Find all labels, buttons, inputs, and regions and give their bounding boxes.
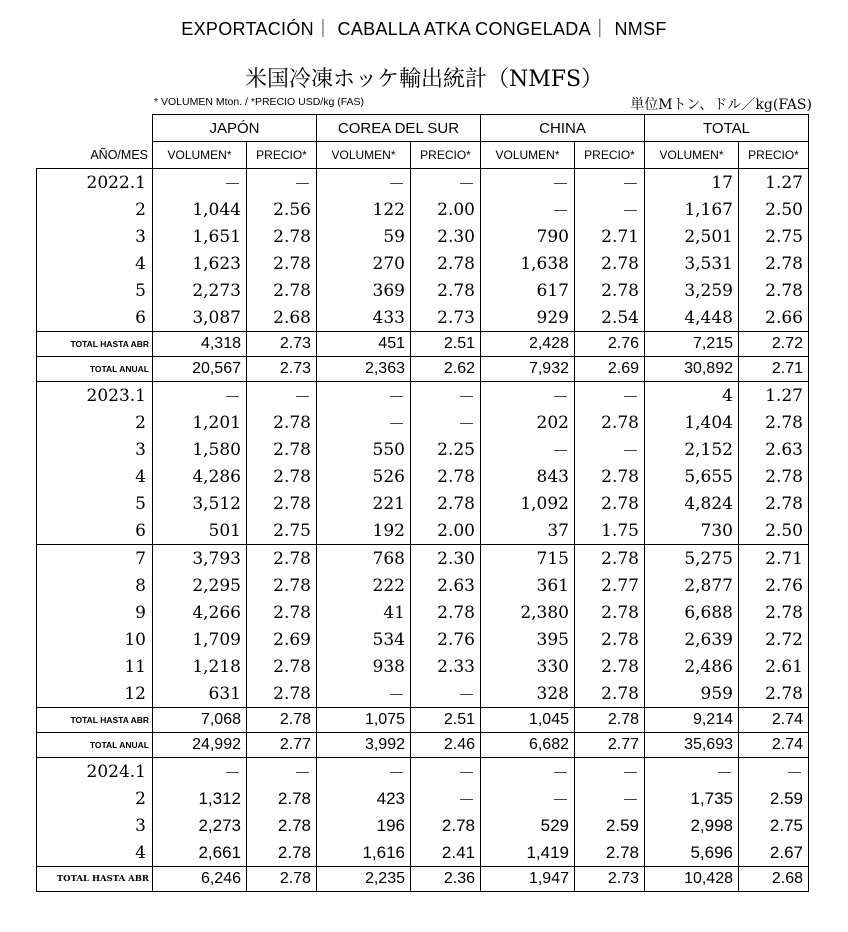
price-cell: 2.30 [411,223,481,250]
price-cell: 2.78 [411,812,481,839]
row-label: 4 [37,463,153,490]
volume-cell: 451 [317,332,411,357]
volume-cell: 5,655 [645,463,739,490]
price-cell: 2.78 [739,680,809,708]
table-row [37,785,809,812]
price-cell: 2.75 [247,517,317,545]
price-cell: 2.77 [247,733,317,758]
row-label: TOTAL HASTA ABR [37,867,153,892]
volume-cell: 631 [153,680,247,708]
row-label: 3 [37,436,153,463]
table-row [37,572,809,599]
volume-cell: 1,419 [481,839,575,867]
volume-cell: 1,167 [645,196,739,223]
price-cell: 2.41 [411,839,481,867]
volume-cell: 1,404 [645,409,739,436]
row-label: 5 [37,277,153,304]
price-cell: － [575,196,645,223]
row-label: 2 [37,409,153,436]
price-cell: 2.62 [411,357,481,382]
row-label: 10 [37,626,153,653]
table-row [37,332,809,357]
volume-cell: － [153,169,247,197]
price-cell: 2.68 [247,304,317,332]
volume-cell: 730 [645,517,739,545]
table-row [37,196,809,223]
price-header: PRECIO* [411,142,481,169]
volume-cell: 2,661 [153,839,247,867]
corner-cell [37,115,153,142]
price-cell: 2.78 [247,708,317,733]
price-cell: 2.73 [247,357,317,382]
volume-cell: 6,246 [153,867,247,892]
price-cell: 2.50 [739,196,809,223]
table-row [37,812,809,839]
volume-cell: 2,380 [481,599,575,626]
country-header-korea: COREA DEL SUR [317,115,481,142]
price-cell: － [411,680,481,708]
table-row [37,653,809,680]
volume-cell: 2,639 [645,626,739,653]
volume-cell: 1,044 [153,196,247,223]
price-cell: 2.76 [739,572,809,599]
japanese-title: 米国冷凍ホッケ輸出統計（NMFS） [244,67,604,92]
volume-header: VOLUMEN* [317,142,411,169]
price-cell: － [575,758,645,786]
row-label: TOTAL HASTA ABR [37,332,153,357]
volume-cell: 1,616 [317,839,411,867]
volume-cell: 10,428 [645,867,739,892]
volume-cell: 1,638 [481,250,575,277]
price-cell: 2.78 [247,277,317,304]
volume-cell: － [317,382,411,410]
row-label: 11 [37,653,153,680]
volume-cell: 221 [317,490,411,517]
volume-cell: － [481,785,575,812]
volume-cell: 5,275 [645,545,739,573]
price-cell: 2.76 [575,332,645,357]
price-cell: 2.78 [411,250,481,277]
volume-cell: 3,531 [645,250,739,277]
price-cell: 2.78 [739,250,809,277]
price-cell: 2.78 [575,409,645,436]
volume-cell: 17 [645,169,739,197]
volume-cell: 361 [481,572,575,599]
price-cell: 2.50 [739,517,809,545]
volume-cell: 526 [317,463,411,490]
row-label: 4 [37,250,153,277]
volume-cell: 768 [317,545,411,573]
price-cell: 2.71 [739,357,809,382]
volume-cell: 192 [317,517,411,545]
price-cell: 2.78 [247,653,317,680]
table-row [37,490,809,517]
price-cell: 2.73 [247,332,317,357]
price-cell: 2.63 [411,572,481,599]
row-label: 2022.1 [37,169,153,197]
price-cell: 1.75 [575,517,645,545]
page-header: EXPORTACIÓN｜ CABALLA ATKA CONGELADA｜ NMSF [181,19,667,39]
price-cell: 2.30 [411,545,481,573]
price-cell: 2.78 [575,680,645,708]
row-label: 2 [37,785,153,812]
volume-cell: 3,259 [645,277,739,304]
price-cell: 2.78 [575,653,645,680]
volume-cell: － [317,680,411,708]
volume-cell: 1,709 [153,626,247,653]
price-cell: 2.59 [739,785,809,812]
units-note-left: * VOLUMEN Mton. / *PRECIO USD/kg (FAS) [154,96,365,108]
volume-cell: 4,824 [645,490,739,517]
volume-cell: 202 [481,409,575,436]
volume-cell: 433 [317,304,411,332]
volume-header: VOLUMEN* [153,142,247,169]
table-row [37,599,809,626]
price-cell: 2.78 [247,572,317,599]
price-cell: 2.25 [411,436,481,463]
volume-cell: 3,087 [153,304,247,332]
price-cell: 2.66 [739,304,809,332]
price-cell: 2.78 [739,463,809,490]
volume-cell: 2,295 [153,572,247,599]
row-label: TOTAL ANUAL [37,733,153,758]
table-row [37,517,809,545]
table-row [37,436,809,463]
volume-cell: 4,448 [645,304,739,332]
volume-cell: 2,235 [317,867,411,892]
country-header-total: TOTAL [645,115,809,142]
row-label: 2024.1 [37,758,153,786]
row-label: 2 [37,196,153,223]
price-cell: 2.78 [247,409,317,436]
volume-cell: 122 [317,196,411,223]
price-header: PRECIO* [575,142,645,169]
volume-cell: 20,567 [153,357,247,382]
row-label: TOTAL ANUAL [37,357,153,382]
volume-cell: － [153,758,247,786]
table-body [37,169,809,892]
price-cell: 2.73 [575,867,645,892]
price-cell: 2.78 [247,867,317,892]
price-cell: 2.78 [247,599,317,626]
volume-cell: 4,318 [153,332,247,357]
volume-cell: 30,892 [645,357,739,382]
price-cell: 2.77 [575,733,645,758]
volume-cell: 196 [317,812,411,839]
price-cell: 2.72 [739,626,809,653]
row-label: 5 [37,490,153,517]
table-row [37,839,809,867]
volume-cell: 2,877 [645,572,739,599]
price-cell: 2.63 [739,436,809,463]
price-cell: 2.51 [411,332,481,357]
year-month-header: AÑO/MES [37,142,153,169]
volume-cell: 59 [317,223,411,250]
volume-cell: － [481,382,575,410]
price-cell: 2.78 [411,463,481,490]
price-cell: 2.54 [575,304,645,332]
volume-cell: 7,068 [153,708,247,733]
volume-cell: 2,273 [153,277,247,304]
price-cell: 2.71 [739,545,809,573]
row-label: 12 [37,680,153,708]
volume-cell: 2,998 [645,812,739,839]
price-cell: 2.46 [411,733,481,758]
table-row [37,708,809,733]
price-cell: 2.78 [247,436,317,463]
volume-cell: 1,651 [153,223,247,250]
price-cell: － [575,169,645,197]
volume-cell: 1,045 [481,708,575,733]
price-cell: － [411,758,481,786]
price-cell: 2.56 [247,196,317,223]
table-row [37,250,809,277]
volume-cell: 423 [317,785,411,812]
price-cell: 2.78 [411,277,481,304]
row-label: 3 [37,223,153,250]
price-cell: 2.78 [575,250,645,277]
price-cell: 2.74 [739,733,809,758]
country-header-japan: JAPÓN [153,115,317,142]
row-label: 8 [37,572,153,599]
volume-cell: 1,201 [153,409,247,436]
country-header-row [37,115,809,142]
volume-cell: 617 [481,277,575,304]
price-cell: 1.27 [739,169,809,197]
price-cell: 2.78 [575,545,645,573]
price-cell: 2.59 [575,812,645,839]
volume-cell: 1,092 [481,490,575,517]
table-row [37,545,809,573]
price-cell: 2.77 [575,572,645,599]
volume-cell: 843 [481,463,575,490]
volume-cell: 1,218 [153,653,247,680]
price-cell: 2.00 [411,517,481,545]
price-cell: 2.74 [739,708,809,733]
table-row [37,357,809,382]
price-cell: 2.78 [575,708,645,733]
table-row [37,680,809,708]
price-cell: 2.78 [247,812,317,839]
price-cell: 2.75 [739,812,809,839]
row-label: 3 [37,812,153,839]
volume-cell: － [645,758,739,786]
price-cell: 2.78 [247,490,317,517]
volume-cell: 9,214 [645,708,739,733]
price-cell: 2.78 [247,839,317,867]
price-cell: － [247,758,317,786]
country-header-china: CHINA [481,115,645,142]
price-cell: 2.73 [411,304,481,332]
table-row [37,304,809,332]
price-header: PRECIO* [247,142,317,169]
table-row [37,409,809,436]
price-cell: 2.68 [739,867,809,892]
volume-cell: 330 [481,653,575,680]
volume-cell: 2,363 [317,357,411,382]
price-cell: 2.78 [739,277,809,304]
units-note-right: 単位Mトン、ドル／kg(FAS) [630,97,812,113]
volume-cell: 1,623 [153,250,247,277]
price-cell: 2.51 [411,708,481,733]
table-row [37,867,809,892]
volume-cell: 715 [481,545,575,573]
volume-cell: 1,947 [481,867,575,892]
sub-header-row [37,142,809,169]
volume-cell: 5,696 [645,839,739,867]
volume-cell: － [481,436,575,463]
volume-cell: 270 [317,250,411,277]
table-row [37,382,809,410]
price-cell: 2.78 [575,626,645,653]
volume-cell: 35,693 [645,733,739,758]
export-statistics-table [36,114,809,892]
volume-header: VOLUMEN* [645,142,739,169]
price-cell: 2.78 [247,250,317,277]
volume-cell: 37 [481,517,575,545]
price-cell: 2.78 [411,599,481,626]
price-cell: 2.78 [247,680,317,708]
price-cell: － [739,758,809,786]
price-cell: 2.78 [739,409,809,436]
price-cell: 2.78 [575,463,645,490]
volume-cell: 534 [317,626,411,653]
price-cell: 2.69 [575,357,645,382]
price-cell: － [247,169,317,197]
volume-cell: 501 [153,517,247,545]
volume-cell: － [481,758,575,786]
volume-cell: 7,215 [645,332,739,357]
volume-cell: 1,312 [153,785,247,812]
table-row [37,626,809,653]
volume-cell: 1,580 [153,436,247,463]
price-cell: － [411,409,481,436]
price-cell: 2.78 [247,785,317,812]
price-header: PRECIO* [739,142,809,169]
volume-cell: 41 [317,599,411,626]
volume-cell: 4,266 [153,599,247,626]
volume-cell: 529 [481,812,575,839]
row-label: 2023.1 [37,382,153,410]
volume-cell: 790 [481,223,575,250]
volume-cell: 24,992 [153,733,247,758]
volume-header: VOLUMEN* [481,142,575,169]
row-label: 6 [37,304,153,332]
volume-cell: － [153,382,247,410]
price-cell: 2.78 [575,277,645,304]
table-row [37,223,809,250]
volume-cell: 6,682 [481,733,575,758]
volume-cell: 550 [317,436,411,463]
volume-cell: － [481,169,575,197]
price-cell: 2.61 [739,653,809,680]
table-row [37,169,809,197]
price-cell: 2.78 [247,223,317,250]
volume-cell: 4,286 [153,463,247,490]
table-row [37,758,809,786]
volume-cell: 395 [481,626,575,653]
price-cell: － [575,382,645,410]
table-row [37,733,809,758]
row-label: 4 [37,839,153,867]
price-cell: 2.36 [411,867,481,892]
volume-cell: 1,735 [645,785,739,812]
price-cell: 2.33 [411,653,481,680]
price-cell: 2.75 [739,223,809,250]
price-cell: 2.78 [247,545,317,573]
volume-cell: 3,793 [153,545,247,573]
price-cell: 2.78 [575,490,645,517]
price-cell: 2.69 [247,626,317,653]
volume-cell: 3,512 [153,490,247,517]
volume-cell: 929 [481,304,575,332]
price-cell: 2.67 [739,839,809,867]
volume-cell: 7,932 [481,357,575,382]
price-cell: － [575,436,645,463]
price-cell: 2.71 [575,223,645,250]
price-cell: 1.27 [739,382,809,410]
price-cell: 2.78 [575,599,645,626]
price-cell: 2.78 [411,490,481,517]
volume-cell: － [317,169,411,197]
price-cell: － [411,785,481,812]
volume-cell: 222 [317,572,411,599]
price-cell: － [411,382,481,410]
volume-cell: 1,075 [317,708,411,733]
price-cell: 2.76 [411,626,481,653]
price-cell: 2.78 [247,463,317,490]
table-row [37,463,809,490]
row-label: TOTAL HASTA ABR [37,708,153,733]
volume-cell: 2,428 [481,332,575,357]
volume-cell: 2,486 [645,653,739,680]
price-cell: 2.78 [739,490,809,517]
price-cell: 2.00 [411,196,481,223]
row-label: 9 [37,599,153,626]
row-label: 7 [37,545,153,573]
price-cell: 2.78 [575,839,645,867]
price-cell: 2.78 [739,599,809,626]
volume-cell: 938 [317,653,411,680]
volume-cell: 959 [645,680,739,708]
price-cell: － [575,785,645,812]
price-cell: － [411,169,481,197]
volume-cell: 4 [645,382,739,410]
price-cell: － [247,382,317,410]
price-cell: 2.72 [739,332,809,357]
volume-cell: 2,501 [645,223,739,250]
volume-cell: － [481,196,575,223]
volume-cell: 328 [481,680,575,708]
volume-cell: － [317,409,411,436]
row-label: 6 [37,517,153,545]
volume-cell: 6,688 [645,599,739,626]
volume-cell: 2,152 [645,436,739,463]
volume-cell: － [317,758,411,786]
volume-cell: 369 [317,277,411,304]
table-row [37,277,809,304]
volume-cell: 3,992 [317,733,411,758]
volume-cell: 2,273 [153,812,247,839]
